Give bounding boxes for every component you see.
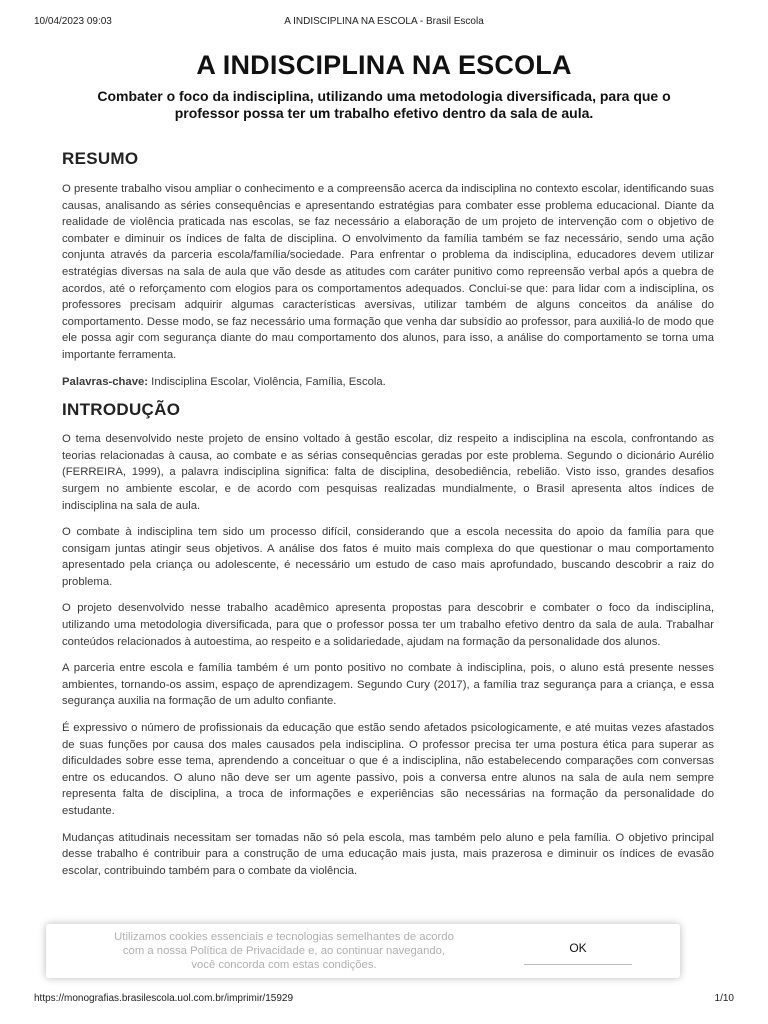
intro-paragraph: Mudanças atitudinais necessitam ser tomadas não só pela escola, mas também pelo aluno e pela família. O objetivo principal desse trabalho é contribuir para a construção de uma educação mais justa, mais prazerosa e diminuir os índices de evasão escolar, contribuindo também para o combate da violência. [62,831,714,877]
resumo-paragraph: O presente trabalho visou ampliar o conhecimento e a compreensão acerca da indisciplina no contexto escolar, identificando suas causas, analisando as séries consequências e apresentando estratégias para combater esse problema educacional. Diante da realidade de violência praticada nas escolas, se faz necessário a elaboração de um projeto de intervenção com o objetivo de combater e diminuir os índices de falta de disciplina. O envolvimento da família também se faz necessário, sendo uma ação conjunta através da parceria escola/família/sociedade. Para enfrentar o problema da indisciplina, educadores devem utilizar estratégias diversas na sala de aula que vão desde as atitudes com caráter punitivo como repreensão verbal após a quebra de acordos, até o reforçamento com elogios para os comportamentos adequados. Conclui-se que: para lidar com a indisciplina, os professores precisam adquirir algumas características aversivas, utilizar também de alguns conceitos da análise do comportamento. Desse modo, se faz necessário uma formação que venha dar subsídio ao professor, para auxiliá-lo de modo que ele possa agir com segurança diante do mau comportamento dos alunos, para isso, a análise do comportamento se torna uma importante ferramenta. [62,183,714,361]
print-footer [34,993,734,1007]
print-page-number: 1/10 [714,993,734,1004]
cookie-text-line: Utilizamos cookies essenciais e tecnologias semelhantes de acordo [114,931,454,943]
intro-paragraph: O tema desenvolvido neste projeto de ensino voltado à gestão escolar, diz respeito a indisciplina na escola, confrontando as teorias relacionadas à causa, ao combate e as sérias consequências geradas por este problema. Segundo o dicionário Aurélio (FERREIRA, 1999), a palavra indisciplina significa: falta de disciplina, desobediência, rebelião. Visto isso, grandes desafios surgem no ambiente escolar, e de acordo com pesquisas realizadas mundialmente, o Brasil apresenta altos índices de indisciplina na sala de aula. [62,433,714,512]
cookie-consent-text [86,930,482,972]
keywords-label: Palavras-chave: [62,375,149,388]
resumo-heading: RESUMO [62,149,139,168]
introducao-heading: INTRODUÇÃO [62,400,181,420]
print-page-url: https://monografias.brasilescola.uol.com.br/imprimir/15929 [34,993,293,1004]
cookie-text-line: com a nossa Política de Privacidade e, ao continuar navegando, [122,945,446,957]
print-page-title: A INDISCIPLINA NA ESCOLA - Brasil Escola [284,16,484,27]
article-title: A INDISCIPLINA NA ESCOLA [196,50,572,80]
intro-paragraph: É expressivo o número de profissionais da educação que estão sendo afetados psicologicamente, e até muitas vezes afastados de suas funções por causa dos males causados pela indisciplina. O professor precisa ter uma postura ética para superar as dificuldades sobre esse tema, aprendendo a conceituar o que é a indisciplina, não estabelecendo comparações com conversas entre os educandos. O aluno não deve ser um agente passivo, pois a conversa entre alunos na sala de aula nem sempre representa falta de disciplina, a troca de informações e experiências são necessárias na formação da personalidade do estudante. [62,722,714,817]
keywords-value: Indisciplina Escolar, Violência, Família, Escola. [148,375,386,388]
intro-paragraph: O projeto desenvolvido nesse trabalho acadêmico apresenta propostas para descobrir e combater o foco da indisciplina, utilizando uma metodologia diversificada, para que o professor possa ter um trabalho efetivo dentro da sala de aula. Trabalhar conteúdos relacionados à autoestima, ao respeito e a solidariedade, ajudam na formação da personalidade dos alunos. [62,602,714,648]
print-header [34,16,734,30]
article-subtitle: Combater o foco da indisciplina, utilizando uma metodologia diversificada, para que o professor possa ter um trabalho efetivo dentro da sala de aula. [97,88,671,121]
print-datetime: 10/04/2023 09:03 [34,16,112,27]
keywords-line [62,374,714,391]
intro-paragraph: A parceria entre escola e família também é um ponto positivo no combate à indisciplina, pois, o aluno está presente nesses ambientes, tornando-os assim, espaço de aprendizagem. Segundo Cury (2017), a família traz segurança para a criança, e essa segurança auxilia na formação de um adulto confiante. [62,662,714,708]
cookie-consent-banner [46,924,680,978]
article-body [62,149,714,889]
cookie-ok-button[interactable]: OK [524,931,632,965]
cookie-text-line: você concorda com estas condições. [191,959,377,971]
intro-paragraph: O combate à indisciplina tem sido um processo difícil, considerando que a escola necessita do apoio da família para que consigam juntas atingir seus objetivos. A análise dos fatos é muito mais complexa do que questionar o mau comportamento apresentado pela criança ou adolescente, é necessário um estudo de caso mais aprofundado, buscando descobrir a raiz do problema. [62,526,714,588]
